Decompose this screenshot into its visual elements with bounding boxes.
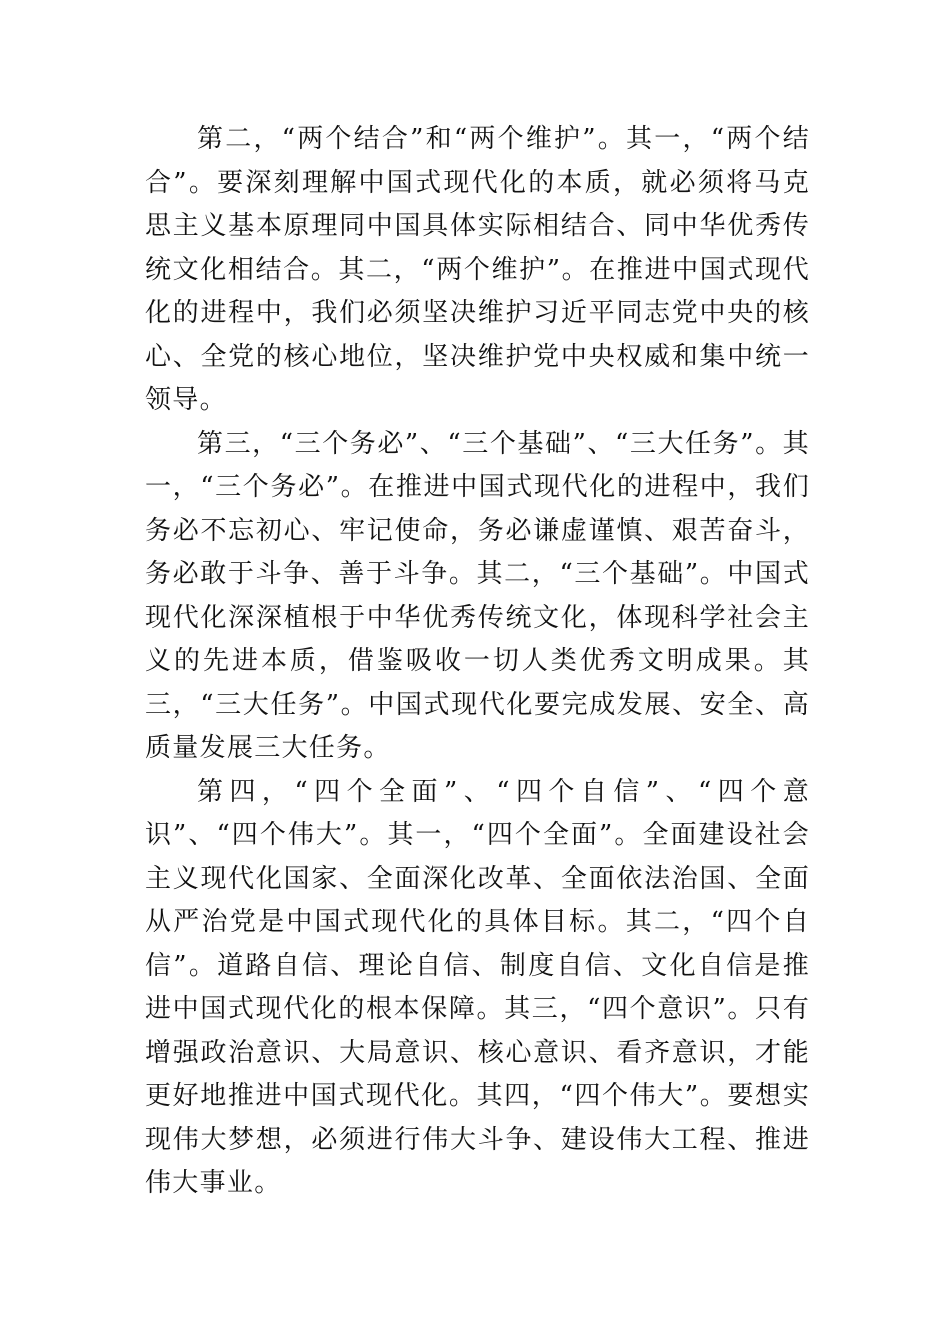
paragraph-two-combinations: 第二，“两个结合”和“两个维护”。其一，“两个结合”。要深刻理解中国式现代化的本质，就必须将马克思主义基本原理同中国具体实际相结合、同中华优秀传统文化相结合。其二，“两个维护”。在推进中国式现代化的进程中，我们必须坚决维护习近平同志党中央的核心、全党的核心地位，坚决维护党中央权威和集中统一领导。 (145, 124, 810, 415)
paragraph-three-musts: 第三，“三个务必”、“三个基础”、“三大任务”。其一，“三个务必”。在推进中国式现代化的进程中，我们务必不忘初心、牢记使命，务必谦虚谨慎、艰苦奋斗，务必敢于斗争、善于斗争。其二，“三个基础”。中国式现代化深深植根于中华优秀传统文化，体现科学社会主义的先进本质，借鉴吸收一切人类优秀文明成果。其三，“三大任务”。中国式现代化要完成发展、安全、高质量发展三大任务。 (145, 428, 810, 763)
document-body (145, 118, 810, 1206)
paragraph-four-comprehensives: 第四，“四个全面”、“四个自信”、“四个意识”、“四个伟大”。其一，“四个全面”。全面建设社会主义现代化国家、全面深化改革、全面依法治国、全面从严治党是中国式现代化的具体目标。其二，“四个自信”。道路自信、理论自信、制度自信、文化自信是推进中国式现代化的根本保障。其三，“四个意识”。只有增强政治意识、大局意识、核心意识、看齐意识，才能更好地推进中国式现代化。其四，“四个伟大”。要想实现伟大梦想，必须进行伟大斗争、建设伟大工程、推进伟大事业。 (145, 776, 810, 1198)
